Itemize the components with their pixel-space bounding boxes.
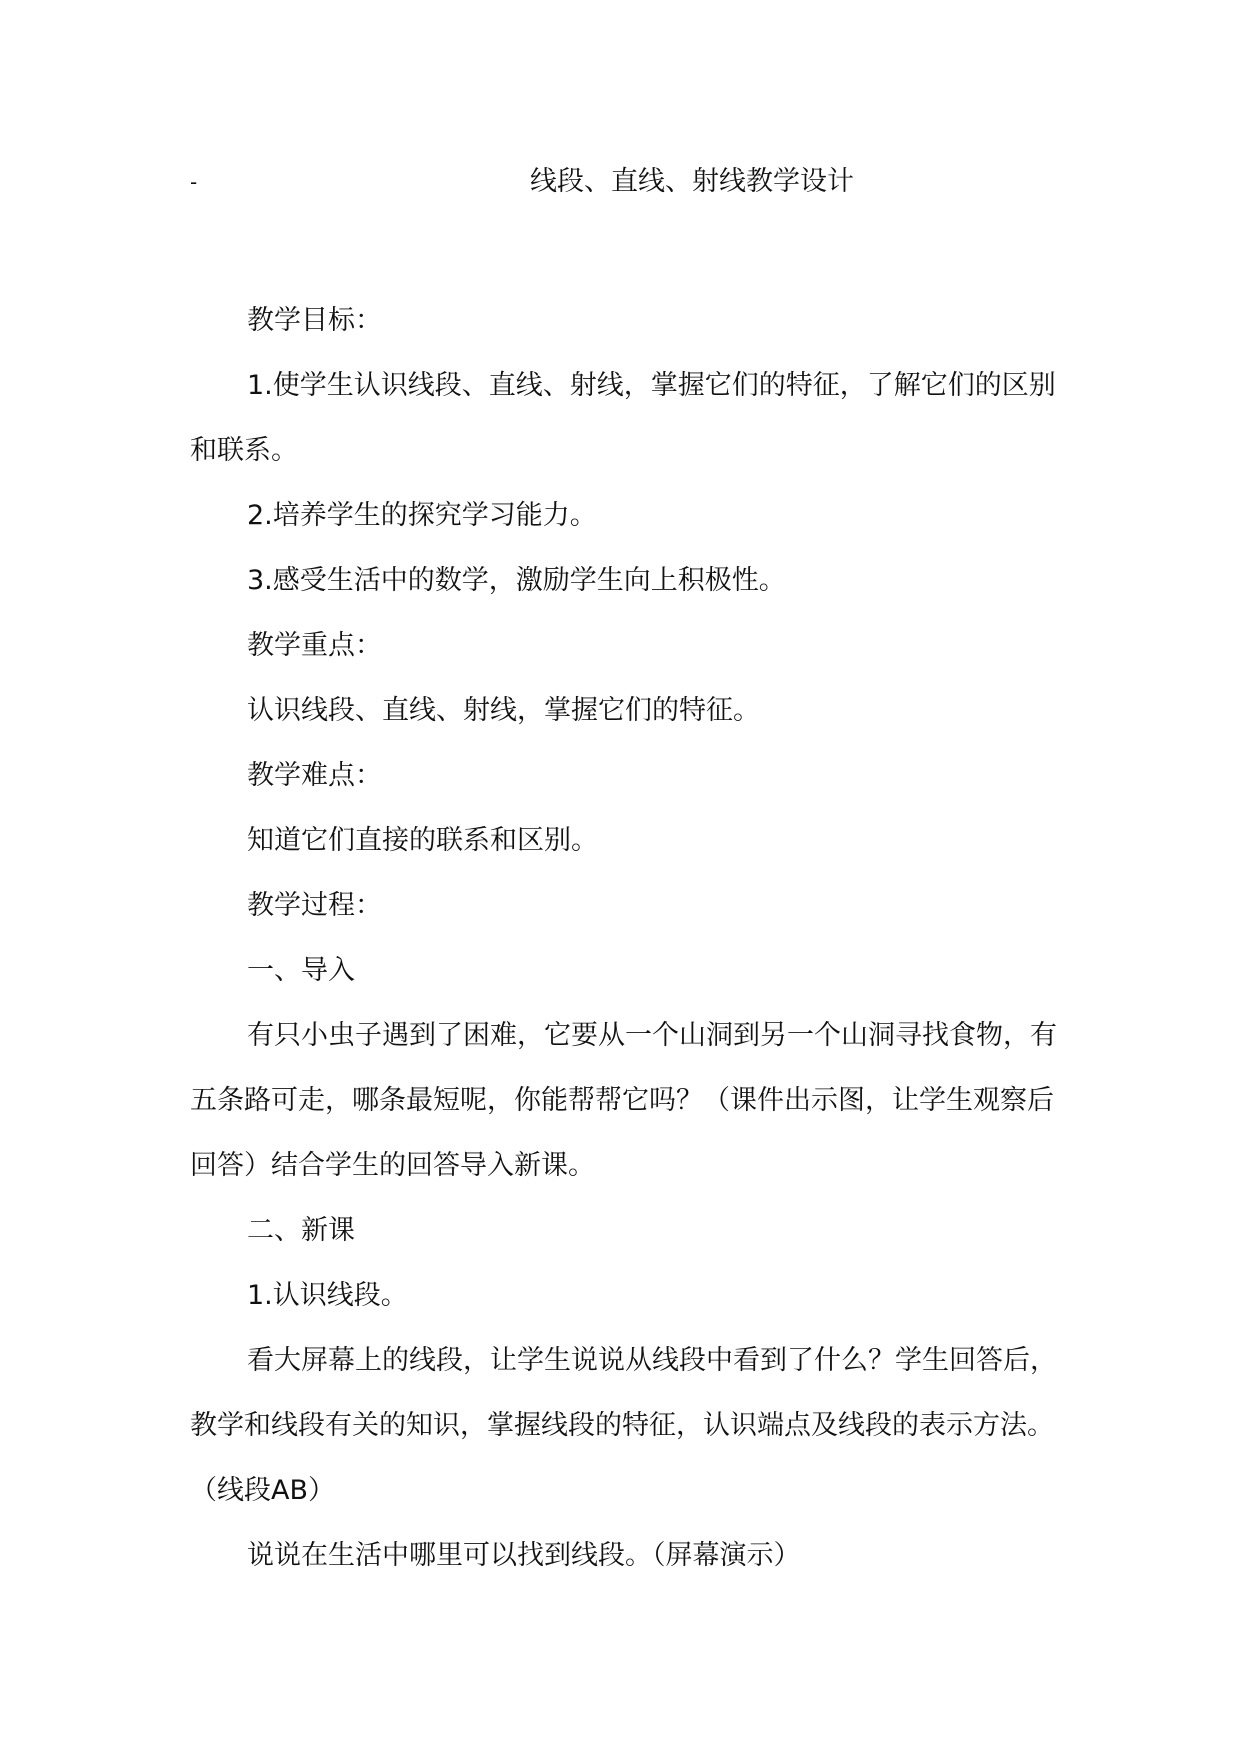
paragraph-objectives-heading: 教学目标：	[247, 305, 382, 336]
paragraph-line-segment: 看大屏幕上的线段，让学生说说从线段中看到了什么？学生回答后，教学和线段有关的知识，掌握线段的特征，认识端点及线段的表示方法。（线段AB）	[190, 1345, 1057, 1506]
paragraph-life-examples: 说说在生活中哪里可以找到线段。（屏幕演示）	[247, 1540, 801, 1571]
document-body	[190, 288, 1070, 1588]
paragraph-difficulties: 知道它们直接的联系和区别。	[247, 825, 598, 856]
paragraph-section-intro-heading: 一、导入	[247, 955, 355, 986]
paragraph-objective-2: 2.培养学生的探究学习能力。	[247, 500, 597, 531]
paragraph-difficulties-heading: 教学难点：	[247, 760, 382, 791]
paragraph-key-points-heading: 教学重点：	[247, 630, 382, 661]
paragraph-key-points: 认识线段、直线、射线，掌握它们的特征。	[247, 695, 760, 726]
paragraph-objective-3: 3.感受生活中的数学，激励学生向上积极性。	[247, 565, 786, 596]
paragraph-line-segment-heading: 1.认识线段。	[247, 1280, 408, 1311]
paragraph-objective-1: 1.使学生认识线段、直线、射线，掌握它们的特征，了解它们的区别和联系。	[190, 370, 1056, 466]
page-title: 线段、直线、射线教学设计	[530, 166, 854, 197]
header-dash: -	[190, 170, 198, 194]
paragraph-section-new-lesson-heading: 二、新课	[247, 1215, 355, 1246]
paragraph-intro: 有只小虫子遇到了困难，它要从一个山洞到另一个山洞寻找食物，有五条路可走，哪条最短呢，你能帮帮它吗？（课件出示图，让学生观察后回答）结合学生的回答导入新课。	[190, 1020, 1057, 1181]
paragraph-process-heading: 教学过程：	[247, 890, 382, 921]
